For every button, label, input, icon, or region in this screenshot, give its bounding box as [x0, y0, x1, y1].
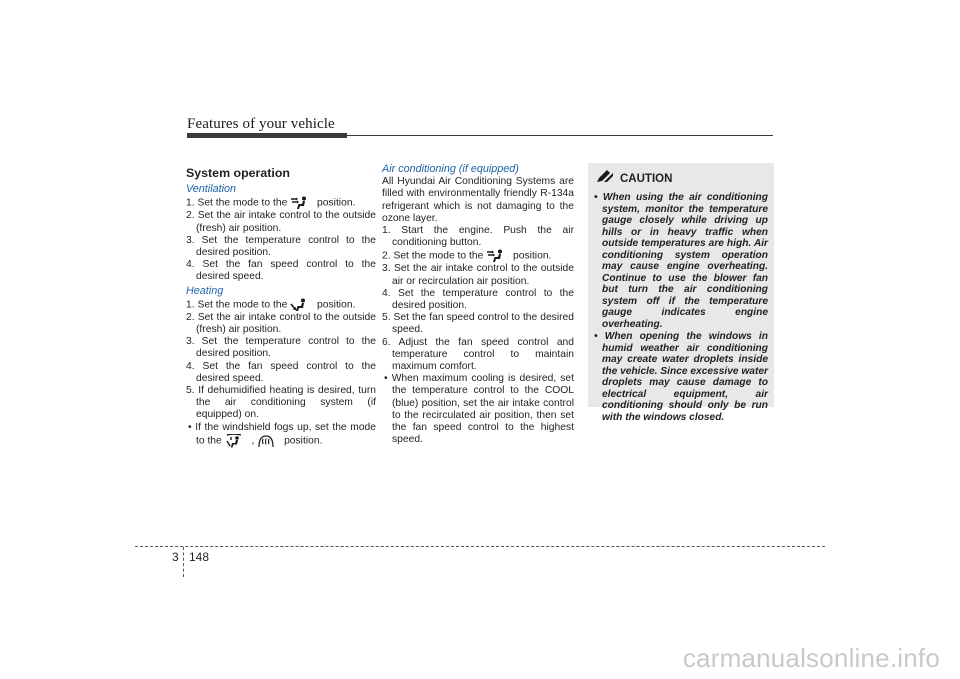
- heating-bullet: [186, 422, 376, 448]
- bullet-dot: •: [594, 192, 603, 203]
- column-system-operation: [186, 163, 376, 448]
- ac-step-3: 3. Set the air intake control to the outside air or recirculation air position.: [382, 263, 574, 287]
- column-air-conditioning: [382, 163, 574, 446]
- step-text: 1. Set the mode to the: [186, 198, 291, 210]
- subsection-title-ventilation: Ventilation: [186, 183, 237, 196]
- section-title-system-operation: System operation: [186, 166, 290, 180]
- bullet-text: ,: [248, 435, 258, 447]
- air-conditioning-intro: All Hyundai Air Conditioning Systems are filled with environmentally friendly R-134a refrigerant which is not damaging to the ozone layer.: [382, 176, 574, 224]
- subsection-title-heating: Heating: [186, 284, 224, 297]
- ac-step-1: 1. Start the engine. Push the air conditioning button.: [382, 225, 574, 249]
- step-text: position.: [314, 299, 356, 311]
- page-number: 148: [189, 550, 210, 564]
- header-bar: [187, 133, 347, 138]
- heating-step-2: 2. Set the air intake control to the outside (fresh) air position.: [186, 311, 376, 336]
- floor-mode-icon: [290, 298, 314, 312]
- bullet-text: If the windshield fogs up, set the mode to the: [195, 421, 377, 447]
- ac-bullet: [382, 373, 574, 446]
- caution-item: [592, 331, 768, 423]
- heating-step-5: 5. If dehumidified heating is desired, turn the air conditioning system (if equipped) on.: [186, 385, 376, 421]
- ventilation-step-1: [186, 196, 376, 210]
- page-header-title: Features of your vehicle: [187, 116, 335, 132]
- chapter-number: 3: [172, 550, 179, 564]
- face-vent-mode-icon: [290, 196, 314, 210]
- bullet-dot: •: [384, 373, 392, 385]
- caution-title: CAUTION: [620, 172, 673, 185]
- ventilation-step-4: 4. Set the fan speed control to the desired speed.: [186, 259, 376, 283]
- caution-item: [592, 192, 768, 330]
- ventilation-step-3: 3. Set the temperature control to the desired position.: [186, 234, 376, 259]
- bullet-dot: •: [188, 421, 196, 433]
- ventilation-step-2: 2. Set the air intake control to the outside (fresh) air position.: [186, 210, 376, 234]
- ac-step-2: [382, 249, 574, 263]
- caution-text: When opening the windows in humid weather air conditioning may create water droplets inside the vehicle. Since excessive water droplets may cause damage to electrical equipment, air conditioning should only be run with the windows closed.: [602, 331, 768, 423]
- step-text: 1. Set the mode to the: [186, 299, 291, 311]
- caution-header: [596, 169, 768, 188]
- step-text: position.: [510, 251, 552, 263]
- ac-step-5: 5. Set the fan speed control to the desired speed.: [382, 312, 574, 336]
- windshield-defrost-icon: [257, 434, 281, 448]
- ac-step-6: 6. Adjust the fan speed control and temperature control to maintain maximum comfort.: [382, 336, 574, 373]
- bullet-dot: •: [594, 331, 605, 342]
- header-rule: [347, 135, 773, 136]
- step-text: position.: [314, 198, 356, 210]
- ac-step-4: 4. Set the temperature control to the desired position.: [382, 287, 574, 312]
- bullet-text: position.: [281, 435, 323, 447]
- bullet-text: When maximum cooling is desired, set the temperature control to the COOL (blue) position, set the air intake control to the recirculated air position, then set the fan speed control to the highest speed.: [391, 373, 575, 446]
- subsection-title-air-conditioning: Air conditioning (if equipped): [382, 163, 519, 175]
- footer-divider: [183, 547, 184, 577]
- floor-defrost-mode-icon: [225, 434, 249, 448]
- step-text: 2. Set the mode to the: [382, 251, 487, 263]
- heating-step-3: 3. Set the temperature control to the desired position.: [186, 336, 376, 360]
- caution-box: [588, 163, 774, 423]
- face-vent-mode-icon: [486, 249, 510, 263]
- caution-text: When using the air conditioning system, monitor the temperature gauge closely while driving up hills or in heavy traffic when outside temperatures are high. Air conditioning system operation may cause engine overheating. Continue to use the blower fan but turn the air conditioning system off if the temperature gauge indicates engine overheating.: [602, 192, 768, 330]
- caution-pencil-icon: [596, 169, 614, 188]
- heating-step-1: [186, 298, 376, 312]
- footer-rule: [135, 546, 825, 547]
- heating-step-4: 4. Set the fan speed control to the desired speed.: [186, 360, 376, 384]
- watermark: carmanualsonline.info: [682, 643, 940, 673]
